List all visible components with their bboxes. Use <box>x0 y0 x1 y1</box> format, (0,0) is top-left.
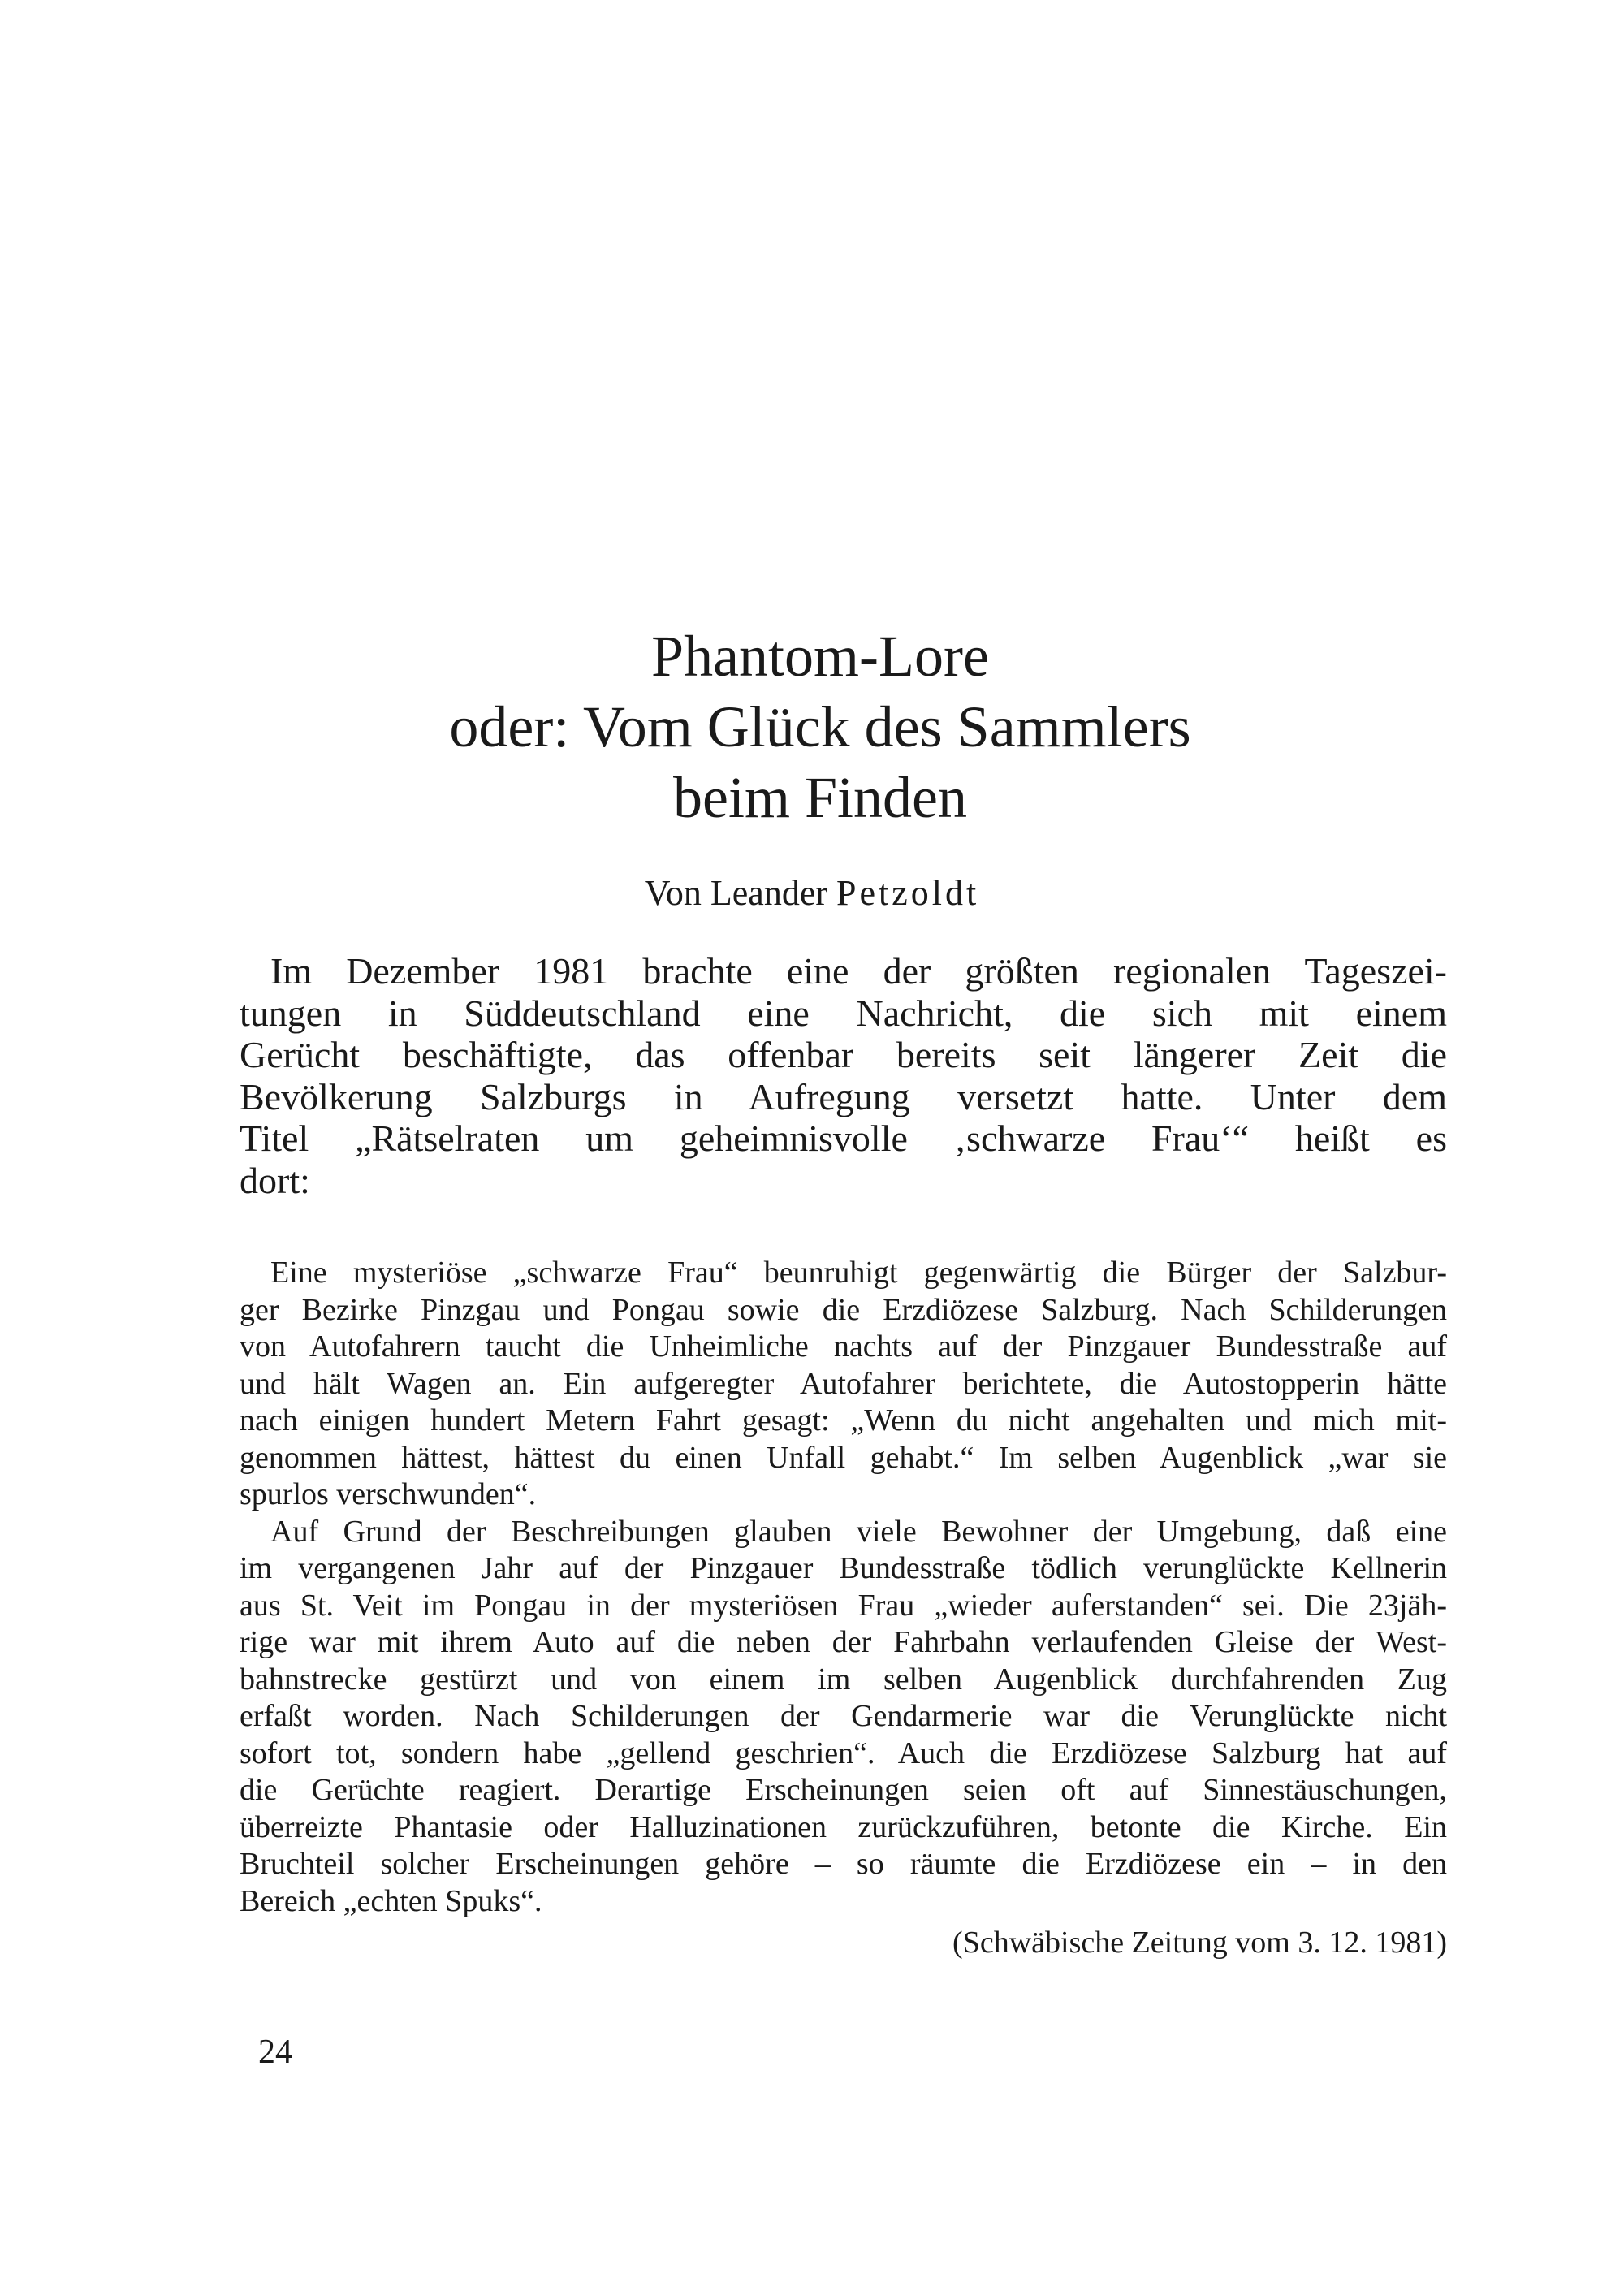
intro-paragraph <box>240 950 1447 1201</box>
newspaper-quote <box>240 1255 1447 1920</box>
quote-line: nach einigen hundert Metern Fahrt gesagt: „Wenn du nicht angehalten und mich mit- <box>240 1403 1447 1437</box>
byline <box>0 871 1624 916</box>
quote-line: Bereich „echten Spuks“. <box>240 1883 542 1918</box>
quote-line: ger Bezirke Pinzgau und Pongau sowie die Erzdiözese Salzburg. Nach Schilderungen <box>240 1292 1447 1327</box>
quote-line: von Autofahrern taucht die Unheimliche nachts auf der Pinzgauer Bundesstraße auf <box>240 1329 1447 1364</box>
text-line: Titel „Rätselraten um geheimnisvolle ‚schwarze Frau‘“ heißt es <box>240 1117 1447 1159</box>
quote-line: genommen hättest, hättest du einen Unfall gehabt.“ Im selben Augenblick „war sie <box>240 1440 1447 1475</box>
quote-line: im vergangenen Jahr auf der Pinzgauer Bundesstraße tödlich verunglückte Kellnerin <box>240 1551 1447 1585</box>
text-line: tungen in Süddeutschland eine Nachricht, die sich mit einem <box>240 992 1447 1034</box>
quote-line: spurlos verschwunden“. <box>240 1477 537 1511</box>
text-line: dort: <box>240 1159 310 1201</box>
text-line: Gerücht beschäftigte, das offenbar bereits seit längerer Zeit die <box>240 1034 1447 1075</box>
text-line: Im Dezember 1981 brachte eine der größten regionalen Tageszei- <box>270 950 1447 992</box>
quote-citation: (Schwäbische Zeitung vom 3. 12. 1981) <box>952 1926 1447 1960</box>
quote-line: rige war mit ihrem Auto auf die neben der Fahrbahn verlaufenden Gleise der West- <box>240 1625 1447 1659</box>
quote-line: und hält Wagen an. Ein aufgeregter Autofahrer berichtete, die Autostopperin hätte <box>240 1366 1447 1401</box>
quote-line: Bruchteil solcher Erscheinungen gehöre – so räumte die Erzdiözese ein – in den <box>240 1847 1447 1881</box>
quote-line: aus St. Veit im Pongau in der mysteriösen Frau „wieder auferstanden“ sei. Die 23jäh- <box>240 1588 1447 1623</box>
title-line: beim Finden <box>673 765 967 830</box>
byline-prefix: Von Leander <box>644 873 828 913</box>
quote-line: erfaßt worden. Nach Schilderungen der Gendarmerie war die Verunglückte nicht <box>240 1699 1447 1733</box>
title-line: Phantom-Lore <box>651 624 989 689</box>
quote-line: bahnstrecke gestürzt und von einem im selben Augenblick durchfahrenden Zug <box>240 1662 1447 1697</box>
quote-line: überreizte Phantasie oder Halluzinationen zurückzuführen, betonte die Kirche. Ein <box>240 1809 1447 1844</box>
quote-line: Eine mysteriöse „schwarze Frau“ beunruhigt gegenwärtig die Bürger der Salzbur- <box>270 1256 1447 1290</box>
quote-line: Auf Grund der Beschreibungen glauben viele Bewohner der Umgebung, daß eine <box>270 1514 1447 1549</box>
article-title <box>0 621 1624 833</box>
quote-line: sofort tot, sondern habe „gellend geschrien“. Auch die Erzdiözese Salzburg hat auf <box>240 1736 1447 1770</box>
quote-line: die Gerüchte reagiert. Derartige Erscheinungen seien oft auf Sinnestäuschungen, <box>240 1773 1447 1807</box>
page-number: 24 <box>258 2034 292 2071</box>
title-line: oder: Vom Glück des Sammlers <box>449 694 1191 759</box>
text-line: Bevölkerung Salzburgs in Aufregung versetzt hatte. Unter dem <box>240 1075 1447 1117</box>
byline-author: Petzoldt <box>836 873 980 913</box>
